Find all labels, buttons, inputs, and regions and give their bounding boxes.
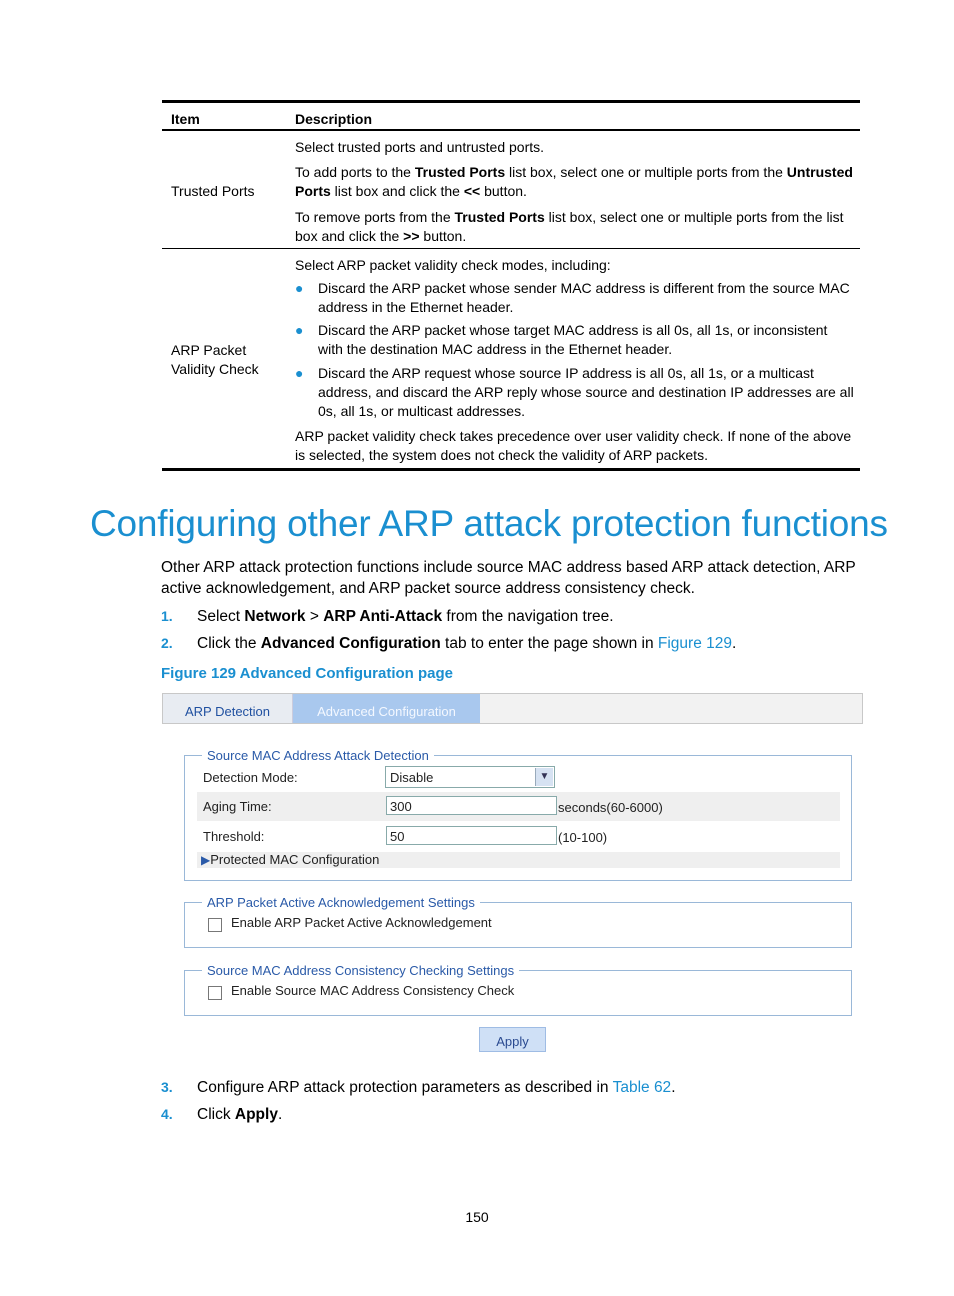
aging-time-label: Aging Time: bbox=[203, 799, 272, 814]
protected-mac-configuration-link[interactable]: ▶Protected MAC Configuration bbox=[201, 852, 380, 867]
source-mac-detection-group bbox=[184, 748, 852, 881]
intro-paragraph: Other ARP attack protection functions include source MAC address based ARP attack detection, ARP active acknowledgement, and ARP packet source address consistency check. bbox=[161, 559, 856, 597]
tab-arp-detection[interactable]: ARP Detection bbox=[163, 694, 293, 723]
threshold-input[interactable]: 50 bbox=[386, 826, 557, 845]
group-legend: ARP Packet Active Acknowledgement Settings bbox=[202, 895, 480, 910]
desc-paragraph: Select ARP packet validity check modes, including: bbox=[295, 257, 611, 273]
header-description: Description bbox=[295, 111, 373, 127]
list-item: ● Discard the ARP request whose source IP address is all 0s, all 1s, or a multicast address, and discard the ARP reply whose source and destination IP addresses are all 0s, all 1s, or multicast addresses. bbox=[295, 365, 854, 419]
group-legend: Source MAC Address Attack Detection bbox=[202, 748, 434, 763]
row-item-arp-validity: ARP Packet Validity Check bbox=[171, 342, 259, 377]
desc-paragraph: To remove ports from the Trusted Ports list box, select one or multiple ports from the list box and click the >> button. bbox=[295, 209, 844, 244]
table-header-rule bbox=[162, 129, 860, 131]
header-item: Item bbox=[171, 111, 200, 127]
table-bottom-rule bbox=[162, 468, 860, 471]
desc-paragraph: To add ports to the Trusted Ports list box, select one or multiple ports from the Untrusted Ports list box and click the << button. bbox=[295, 164, 853, 199]
desc-paragraph: ARP packet validity check takes precedence over user validity check. If none of the above is selected, the system does not check the validity of ARP packets. bbox=[295, 428, 852, 463]
mac-consistency-group bbox=[184, 963, 852, 1016]
group-legend: Source MAC Address Consistency Checking Settings bbox=[202, 963, 519, 978]
chevron-down-icon: ▼ bbox=[535, 768, 553, 786]
advanced-config-screenshot bbox=[162, 693, 863, 1058]
section-heading: Configuring other ARP attack protection functions bbox=[90, 503, 888, 544]
detection-mode-select[interactable]: Disable ▼ bbox=[385, 766, 555, 788]
list-item: ● Discard the ARP packet whose sender MAC address is different from the source MAC address in the Ethernet header. bbox=[295, 280, 850, 315]
tab-advanced-configuration[interactable]: Advanced Configuration bbox=[293, 694, 480, 723]
threshold-label: Threshold: bbox=[203, 829, 265, 844]
active-ack-label: Enable ARP Packet Active Acknowledgement bbox=[231, 915, 492, 930]
bullet-icon: ● bbox=[295, 365, 304, 381]
tab-bar bbox=[162, 693, 863, 724]
table-link[interactable]: Table 62 bbox=[612, 1079, 672, 1096]
aging-time-input[interactable]: 300 bbox=[386, 796, 557, 815]
figure-caption: Figure 129 Advanced Configuration page bbox=[161, 665, 453, 682]
detection-mode-label: Detection Mode: bbox=[203, 770, 298, 785]
bullet-icon: ● bbox=[295, 280, 304, 296]
consistency-check-label: Enable Source MAC Address Consistency Check bbox=[231, 983, 515, 998]
figure-link[interactable]: Figure 129 bbox=[657, 635, 732, 652]
bullet-icon: ● bbox=[295, 322, 304, 338]
table-top-rule bbox=[162, 100, 860, 103]
table-row-divider bbox=[162, 248, 860, 249]
list-item: ● Discard the ARP packet whose target MAC address is all 0s, all 1s, or inconsistent with the destination MAC address in the Ethernet header. bbox=[295, 322, 828, 357]
row-item-trusted-ports: Trusted Ports bbox=[171, 183, 255, 199]
arp-active-ack-group bbox=[184, 895, 852, 948]
aging-time-hint: seconds(60-6000) bbox=[558, 800, 663, 815]
consistency-check-checkbox[interactable] bbox=[208, 986, 222, 1000]
expand-arrow-icon: ▶ bbox=[201, 853, 211, 867]
threshold-hint: (10-100) bbox=[558, 830, 608, 845]
desc-paragraph: Select trusted ports and untrusted ports. bbox=[295, 139, 545, 155]
apply-button[interactable]: Apply bbox=[479, 1027, 546, 1052]
active-ack-checkbox[interactable] bbox=[208, 918, 222, 932]
page-number: 150 bbox=[465, 1209, 489, 1225]
